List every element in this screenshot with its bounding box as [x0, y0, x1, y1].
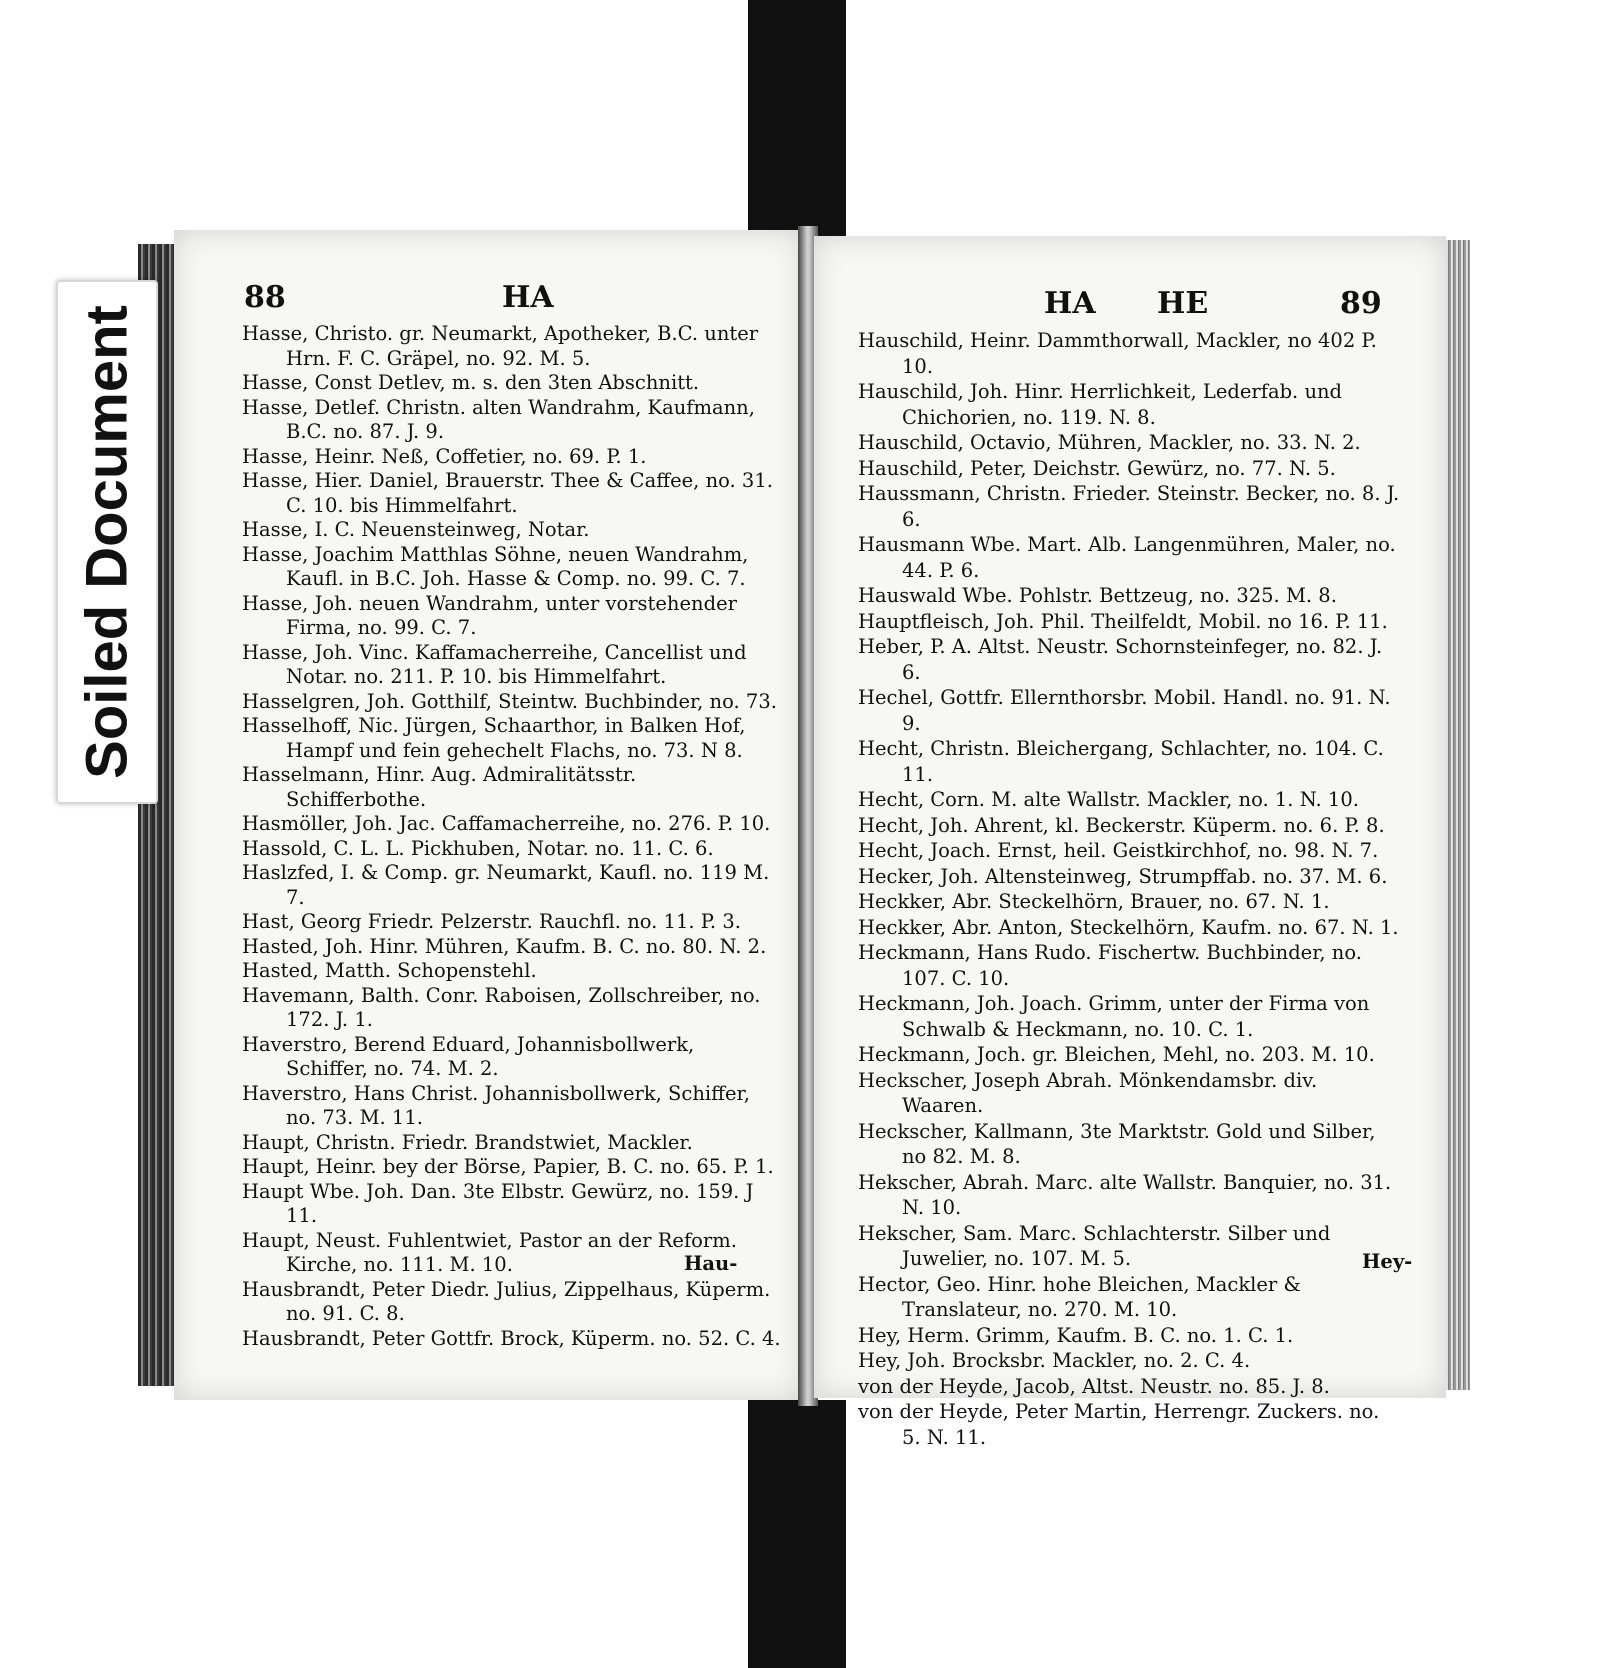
catchword: Hey- — [1362, 1250, 1413, 1273]
directory-entry: Hasse, I. C. Neuensteinweg, Notar. — [242, 518, 590, 541]
directory-entry: Hausbrandt, Peter Gottfr. Brock, Küperm. no. 52. C. 4. — [242, 1326, 781, 1350]
catchword: Hau- — [684, 1252, 738, 1275]
directory-entry: Haupt, Heinr. bey der Börse, Papier, B. C. no. 65. P. 1. — [242, 1155, 774, 1178]
open-book — [138, 226, 1470, 1449]
directory-entry: Hekscher, Sam. Marc. Schlachterstr. Silber und Juwelier, no. 107. M. 5. — [858, 1221, 1331, 1270]
directory-entry: Heckmann, Hans Rudo. Fischertw. Buchbinder, no. 107. C. 10. — [858, 941, 1362, 990]
directory-entry: Hasse, Detlef. Christn. alten Wandrahm, Kaufmann, B.C. no. 87. J. 9. — [242, 395, 755, 443]
right-page-header — [814, 286, 1446, 326]
directory-entry: Hasselmann, Hinr. Aug. Admiralitätsstr. Schifferbothe. — [242, 763, 637, 811]
directory-entry: Hassold, C. L. L. Pickhuben, Notar. no. 11. C. 6. — [242, 836, 714, 860]
directory-entry: von der Heyde, Jacob, Altst. Neustr. no. 85. J. 8. — [858, 1374, 1330, 1398]
directory-entry: Heckmann, Joch. gr. Bleichen, Mehl, no. 203. M. 10. — [858, 1043, 1375, 1066]
directory-entry: Haverstro, Hans Christ. Johannisbollwerk, Schiffer, no. 73. M. 11. — [242, 1081, 750, 1129]
directory-entry: von der Heyde, Peter Martin, Herrengr. Zuckers. no. 5. N. 11. — [858, 1400, 1380, 1449]
directory-entry: Hecker, Joh. Altensteinweg, Strumpffab. no. 37. M. 6. — [858, 864, 1388, 888]
section-letters-right: HE — [1157, 286, 1209, 321]
directory-entry: Haupt Wbe. Joh. Dan. 3te Elbstr. Gewürz, no. 159. J 11. — [242, 1179, 754, 1227]
directory-entry: Hekscher, Abrah. Marc. alte Wallstr. Banquier, no. 31. N. 10. — [858, 1170, 1392, 1219]
directory-entry: Hasse, Joh. Vinc. Kaffamacherreihe, Cancellist und Notar. no. 211. P. 10. bis Himmelfahrt. — [242, 640, 747, 688]
directory-entry: Haverstro, Berend Eduard, Johannisbollwerk, Schiffer, no. 74. M. 2. — [242, 1032, 695, 1080]
entry-list — [242, 322, 782, 1351]
right-page — [814, 236, 1446, 1449]
page-stack-right — [1444, 240, 1470, 1390]
soiled-document-label — [56, 280, 158, 804]
directory-entry: Hauschild, Heinr. Dammthorwall, Mackler, no 402 P. 10. — [858, 329, 1377, 378]
directory-entry: Hasmöller, Joh. Jac. Caffamacherreihe, no. 276. P. 10. — [242, 812, 771, 835]
directory-entry: Hey, Herm. Grimm, Kaufm. B. C. no. 1. C. 1. — [858, 1323, 1294, 1347]
left-page — [174, 230, 802, 1400]
directory-entry: Hauswald Wbe. Pohlstr. Bettzeug, no. 325. M. 8. — [858, 584, 1337, 607]
directory-entry: Hey, Joh. Brocksbr. Mackler, no. 2. C. 4. — [858, 1349, 1251, 1372]
directory-entry: Haussmann, Christn. Frieder. Steinstr. Becker, no. 8. J. 6. — [858, 482, 1400, 531]
directory-entry: Hasselgren, Joh. Gotthilf, Steintw. Buchbinder, no. 73. — [242, 689, 777, 713]
directory-entry: Hasse, Hier. Daniel, Brauerstr. Thee & Caffee, no. 31. C. 10. bis Himmelfahrt. — [242, 469, 773, 517]
directory-entry: Haupt, Neust. Fuhlentwiet, Pastor an der Reform. Kirche, no. 111. M. 10. — [242, 1228, 737, 1276]
entry-list — [858, 328, 1402, 1450]
directory-entry: Heber, P. A. Altst. Neustr. Schornsteinfeger, no. 82. J. 6. — [858, 635, 1383, 684]
directory-entry: Hasse, Christo. gr. Neumarkt, Apotheker, B.C. unter Hrn. F. C. Gräpel, no. 92. M. 5. — [242, 322, 759, 370]
directory-entry: Hauschild, Octavio, Mühren, Mackler, no. 33. N. 2. — [858, 431, 1361, 454]
directory-entry: Hechel, Gottfr. Ellernthorsbr. Mobil. Handl. no. 91. N. 9. — [858, 686, 1391, 735]
directory-entry: Hasse, Joachim Matthlas Söhne, neuen Wandrahm, Kaufl. in B.C. Joh. Hasse & Comp. no. 99. C. 7. — [242, 542, 749, 590]
directory-entry: Hecht, Joh. Ahrent, kl. Beckerstr. Küperm. no. 6. P. 8. — [858, 813, 1385, 837]
directory-entry: Hauptfleisch, Joh. Phil. Theilfeldt, Mobil. no 16. P. 11. — [858, 609, 1388, 633]
binding-strap-top — [748, 0, 846, 250]
label-text: Soiled Document — [74, 305, 140, 779]
directory-entry: Haslzfed, I. & Comp. gr. Neumarkt, Kaufl. no. 119 M. 7. — [242, 861, 770, 909]
directory-entry: Hecht, Joach. Ernst, heil. Geistkirchhof, no. 98. N. 7. — [858, 839, 1379, 862]
directory-entry: Hasse, Heinr. Neß, Coffetier, no. 69. P. 1. — [242, 444, 647, 468]
section-letters: HA — [502, 280, 554, 315]
directory-entry: Heckker, Abr. Anton, Steckelhörn, Kaufm. no. 67. N. 1. — [858, 915, 1399, 939]
directory-entry: Heckscher, Joseph Abrah. Mönkendamsbr. div. Waaren. — [858, 1068, 1318, 1117]
directory-entry: Hauschild, Joh. Hinr. Herrlichkeit, Lederfab. und Chichorien, no. 119. N. 8. — [858, 380, 1343, 429]
directory-entry: Hausbrandt, Peter Diedr. Julius, Zippelhaus, Küperm. no. 91. C. 8. — [242, 1277, 771, 1325]
directory-entry: Heckscher, Kallmann, 3te Marktstr. Gold und Silber, no 82. M. 8. — [858, 1119, 1376, 1168]
page-number: 88 — [244, 280, 286, 315]
directory-entry: Heckker, Abr. Steckelhörn, Brauer, no. 67. N. 1. — [858, 890, 1330, 913]
directory-entry: Hasselhoff, Nic. Jürgen, Schaarthor, in Balken Hof, Hampf und fein gehechelt Flachs, no. 73. N 8. — [242, 714, 746, 762]
directory-entry: Hecht, Christn. Bleichergang, Schlachter, no. 104. C. 11. — [858, 737, 1384, 786]
directory-entry: Haupt, Christn. Friedr. Brandstwiet, Mackler. — [242, 1130, 693, 1154]
directory-entry: Hector, Geo. Hinr. hohe Bleichen, Mackler & Translateur, no. 270. M. 10. — [858, 1272, 1301, 1321]
directory-entry: Hecht, Corn. M. alte Wallstr. Mackler, no. 1. N. 10. — [858, 788, 1359, 811]
binding-strap-bottom — [748, 1400, 846, 1668]
section-letters-left: HA — [1044, 286, 1096, 321]
directory-entry: Hasse, Const Detlev, m. s. den 3ten Abschnitt. — [242, 371, 700, 394]
directory-entry: Hasse, Joh. neuen Wandrahm, unter vorstehender Firma, no. 99. C. 7. — [242, 591, 737, 639]
directory-entry: Heckmann, Joh. Joach. Grimm, unter der Firma von Schwalb & Heckmann, no. 10. C. 1. — [858, 992, 1370, 1041]
directory-entry: Hasted, Matth. Schopenstehl. — [242, 959, 537, 982]
directory-entry: Hausmann Wbe. Mart. Alb. Langenmühren, Maler, no. 44. P. 6. — [858, 533, 1396, 582]
page-number: 89 — [1340, 286, 1382, 321]
directory-entry: Hauschild, Peter, Deichstr. Gewürz, no. 77. N. 5. — [858, 456, 1336, 480]
directory-entry: Havemann, Balth. Conr. Raboisen, Zollschreiber, no. 172. J. 1. — [242, 983, 761, 1031]
directory-entry: Hasted, Joh. Hinr. Mühren, Kaufm. B. C. no. 80. N. 2. — [242, 934, 767, 958]
directory-entry: Hast, Georg Friedr. Pelzerstr. Rauchfl. no. 11. P. 3. — [242, 910, 741, 933]
left-page-header — [174, 280, 802, 320]
